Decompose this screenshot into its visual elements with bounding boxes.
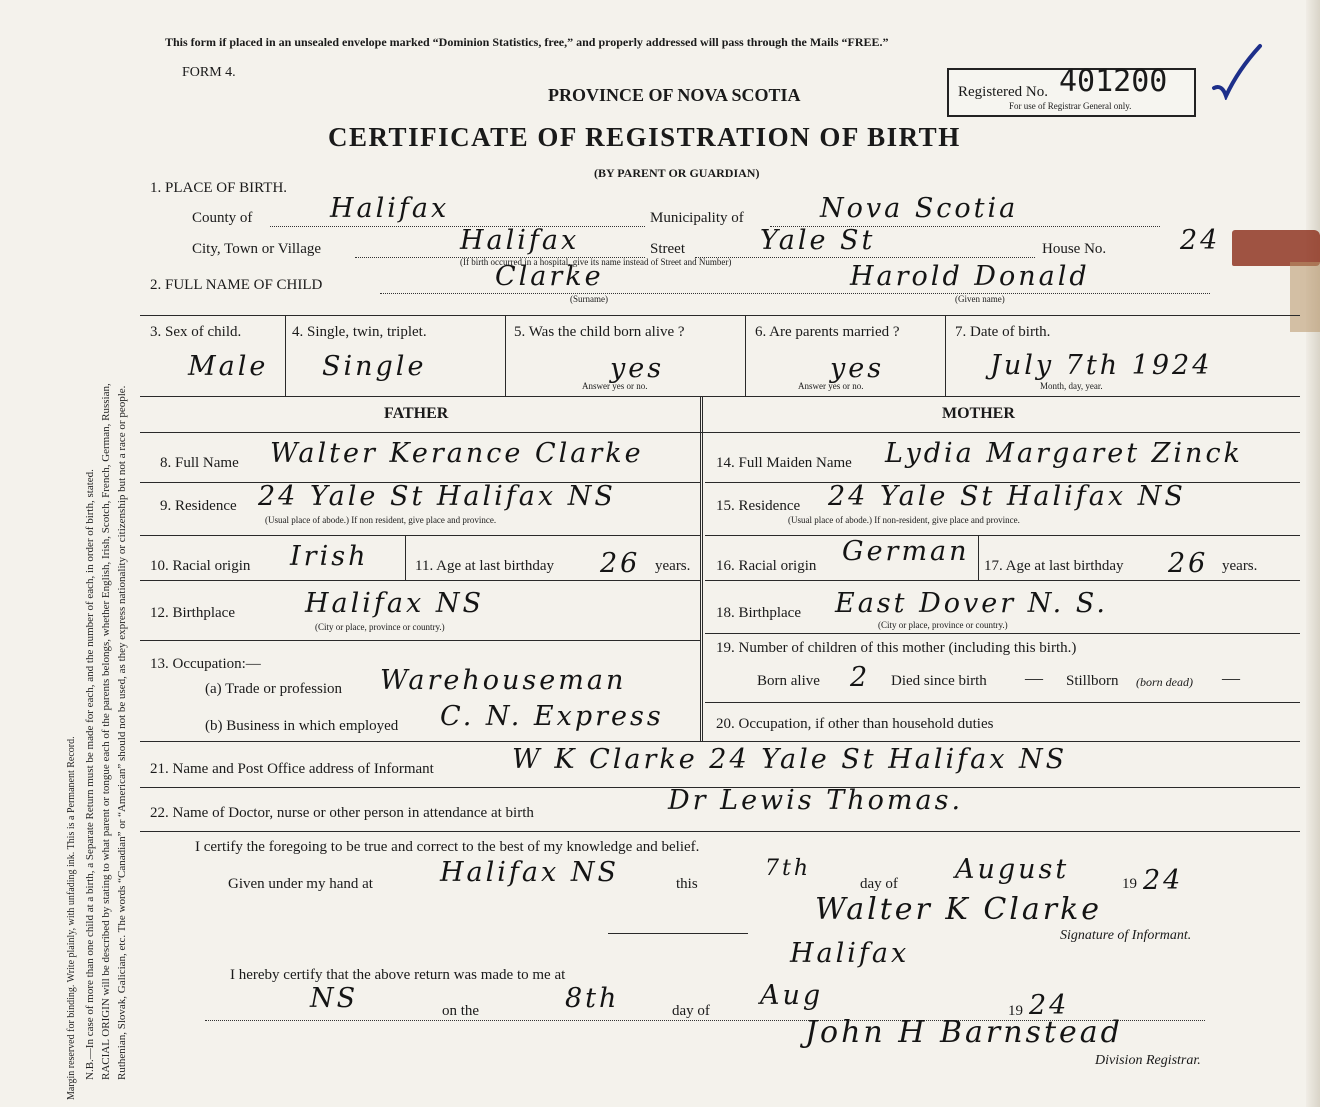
sex-value: Male <box>188 351 269 382</box>
parents-divider <box>700 396 703 741</box>
father-name-label: 8. Full Name <box>160 455 239 471</box>
father-race-label: 10. Racial origin <box>150 558 251 574</box>
mother-years: years. <box>1222 558 1258 574</box>
mother-residence-value: 24 Yale St Halifax NS <box>828 481 1186 512</box>
hospital-note: (If birth occurred in a hospital, give its name instead of Street and Number) <box>460 257 732 267</box>
trade-label: (a) Trade or profession <box>205 681 343 697</box>
certify-text: I certify the foregoing to be true and correct to the best of my knowledge and belief. <box>195 839 700 855</box>
mother-race-label: 16. Racial origin <box>716 558 817 574</box>
county-line <box>270 226 645 227</box>
father-years: years. <box>655 558 691 574</box>
single-value: Single <box>322 351 427 382</box>
mother-name-label: 14. Full Maiden Name <box>716 455 852 471</box>
mother-row-rule-5 <box>705 702 1300 703</box>
margin-note: Margin reserved for binding. Write plainly, with unfading ink. This is a Permanent Record. <box>66 736 77 1100</box>
alive-label: 5. Was the child born alive ? <box>514 324 685 340</box>
certify-rule <box>608 933 748 934</box>
red-stain <box>1232 230 1320 266</box>
mother-age-label: 17. Age at last birthday <box>984 558 1124 574</box>
given-note: (Given name) <box>955 294 1005 304</box>
registered-number: 401200 <box>1059 64 1168 99</box>
municipality-value: Nova Scotia <box>820 193 1019 224</box>
page-subtitle: (BY PARENT OR GUARDIAN) <box>594 166 760 180</box>
occupation-label: 13. Occupation:— <box>150 656 261 672</box>
table-top-rule <box>140 315 1300 316</box>
mother-occupation-label: 20. Occupation, if other than household duties <box>716 716 994 732</box>
single-label: 4. Single, twin, triplet. <box>292 324 427 340</box>
born-alive-label: Born alive <box>757 673 820 689</box>
registered-note: For use of Registrar General only. <box>1009 101 1132 111</box>
doctor-bottom-rule <box>140 831 1300 832</box>
house-value: 24 <box>1180 225 1221 256</box>
married-value: yes <box>830 353 885 384</box>
stillborn-note: (born dead) <box>1136 675 1193 689</box>
mother-row-rule-3 <box>705 580 1300 581</box>
mother-residence-label: 15. Residence <box>716 498 801 514</box>
mother-age-value: 26 <box>1168 548 1209 579</box>
registered-box <box>947 64 1196 117</box>
mail-notice: This form if placed in an unsealed envelope marked “Dominion Statistics, free,” and properly addressed will pass through the Mails “FREE.” <box>165 35 889 49</box>
given-month: August <box>955 854 1070 885</box>
father-birthplace-value: Halifax NS <box>305 588 484 619</box>
father-row-rule-3 <box>140 580 700 581</box>
city-value: Halifax <box>460 225 580 256</box>
given-under-label: Given under my hand at <box>228 876 373 892</box>
business-label: (b) Business in which employed <box>205 718 399 734</box>
given-year: 24 <box>1143 865 1184 896</box>
father-res-note: (Usual place of abode.) If non resident, give place and province. <box>265 515 497 525</box>
doctor-label: 22. Name of Doctor, nurse or other person in attendance at birth <box>150 805 534 821</box>
father-race-value: Irish <box>290 541 369 572</box>
surname-note: (Surname) <box>570 294 608 304</box>
alive-note: Answer yes or no. <box>582 381 648 391</box>
stillborn-value: — <box>1222 668 1240 688</box>
given-day: 7th <box>765 856 812 881</box>
mother-row-rule-2 <box>705 535 1300 536</box>
street-label: Street <box>650 241 685 257</box>
child-name-line <box>380 293 1210 294</box>
trade-value: Warehouseman <box>380 665 627 696</box>
father-name-value: Walter Kerance Clarke <box>270 438 644 469</box>
house-label: House No. <box>1042 241 1107 257</box>
mother-res-note: (Usual place of abode.) If non-resident, give place and province. <box>788 515 1020 525</box>
page-title: CERTIFICATE OF REGISTRATION OF BIRTH <box>328 122 961 152</box>
father-bp-note: (City or place, province or country.) <box>315 622 445 632</box>
col-rule-3 <box>745 316 746 396</box>
page-edge-shadow <box>1306 0 1320 1107</box>
registrar-month: Aug <box>760 980 824 1011</box>
nb-note: N.B.—In case of more than one child at a birth, a Separate Return must be made for each, and the number of each, in order of birth, stated. <box>84 469 96 1080</box>
form-number: FORM 4. <box>182 65 236 80</box>
registrar-place: Halifax <box>790 938 910 969</box>
registrar-year-prefix: 19 <box>1008 1003 1023 1019</box>
business-value: C. N. Express <box>440 701 664 732</box>
died-label: Died since birth <box>891 673 987 689</box>
father-residence-value: 24 Yale St Halifax NS <box>258 481 616 512</box>
blue-check-icon <box>1208 40 1268 100</box>
mother-race-value: German <box>842 536 970 567</box>
registrar-year: 24 <box>1029 990 1070 1021</box>
children-label: 19. Number of children of this mother (including this birth.) <box>716 640 1077 656</box>
father-heading: FATHER <box>384 405 449 422</box>
given-place: Halifax NS <box>440 857 619 888</box>
registrar-day: 8th <box>565 983 620 1014</box>
province-heading: PROVINCE OF NOVA SCOTIA <box>548 85 801 105</box>
born-alive-value: 2 <box>850 662 871 693</box>
col-rule-4 <box>945 316 946 396</box>
city-label: City, Town or Village <box>192 241 322 257</box>
table-mid-rule <box>140 396 1300 397</box>
registrar-signature-label: Division Registrar. <box>1095 1053 1201 1068</box>
mother-name-value: Lydia Margaret Zinck <box>885 438 1243 469</box>
year-prefix: 19 <box>1122 876 1137 892</box>
father-age-value: 26 <box>600 548 641 579</box>
father-race-rule <box>405 535 406 580</box>
registrar-day-of-label: day of <box>672 1003 710 1019</box>
informant-label: 21. Name and Post Office address of Informant <box>150 761 434 777</box>
county-label: County of <box>192 210 253 226</box>
mother-race-rule <box>978 535 979 580</box>
tape-stain <box>1290 262 1320 332</box>
father-residence-label: 9. Residence <box>160 498 237 514</box>
child-surname: Clarke <box>495 261 604 292</box>
col-rule-1 <box>285 316 286 396</box>
registrar-signature: John H Barnstead <box>805 1015 1123 1050</box>
married-note: Answer yes or no. <box>798 381 864 391</box>
dob-label: 7. Date of birth. <box>955 324 1051 340</box>
mother-birthplace-label: 18. Birthplace <box>716 605 801 621</box>
father-row-rule-4 <box>140 640 700 641</box>
this-label: this <box>676 876 698 892</box>
father-birthplace-label: 12. Birthplace <box>150 605 235 621</box>
registered-label: Registered No. <box>958 84 1048 100</box>
mother-row-rule-4 <box>705 633 1300 634</box>
doctor-value: Dr Lewis Thomas. <box>668 785 964 816</box>
col-rule-2 <box>505 316 506 396</box>
informant-value: W K Clarke 24 Yale St Halifax NS <box>512 744 1068 775</box>
dob-value: July 7th 1924 <box>990 350 1213 381</box>
informant-signature: Walter K Clarke <box>815 892 1103 927</box>
died-value: — <box>1025 668 1043 688</box>
racial-origin-note: RACIAL ORIGIN will be described by stating to what parent or tongue each of the parents belongs, whether English, Irish, Scotch, French, German, Russian, <box>100 383 112 1080</box>
father-age-label: 11. Age at last birthday <box>415 558 554 574</box>
on-the-label: on the <box>442 1003 480 1019</box>
street-line <box>695 257 1035 258</box>
county-value: Halifax <box>330 193 450 224</box>
child-name-label: 2. FULL NAME OF CHILD <box>150 277 323 293</box>
father-row-rule-2 <box>140 535 700 536</box>
day-of-label: day of <box>860 876 898 892</box>
informant-top-rule <box>140 741 1300 742</box>
stillborn-label: Stillborn <box>1066 673 1119 689</box>
registrar-text: I hereby certify that the above return was made to me at <box>230 967 566 983</box>
street-value: Yale St <box>760 225 876 256</box>
municipality-label: Municipality of <box>650 210 744 226</box>
informant-signature-label: Signature of Informant. <box>1060 928 1192 943</box>
racial-origin-note-2: Ruthenian, Slovak, Galician, etc. The words “Canadian” or “American” should not be used, as they express nationality or citizenship but not a race or people. <box>116 385 128 1080</box>
alive-value: yes <box>610 353 665 384</box>
mother-bp-note: (City or place, province or country.) <box>878 620 1008 630</box>
mother-heading: MOTHER <box>942 405 1015 422</box>
child-given-name: Harold Donald <box>850 261 1090 292</box>
place-heading: 1. PLACE OF BIRTH. <box>150 180 288 196</box>
parents-head-rule <box>140 432 1300 433</box>
sex-label: 3. Sex of child. <box>150 324 242 340</box>
mother-birthplace-value: East Dover N. S. <box>835 588 1108 619</box>
married-label: 6. Are parents married ? <box>755 324 900 340</box>
dob-note: Month, day, year. <box>1040 381 1103 391</box>
registrar-province: NS <box>310 983 359 1014</box>
